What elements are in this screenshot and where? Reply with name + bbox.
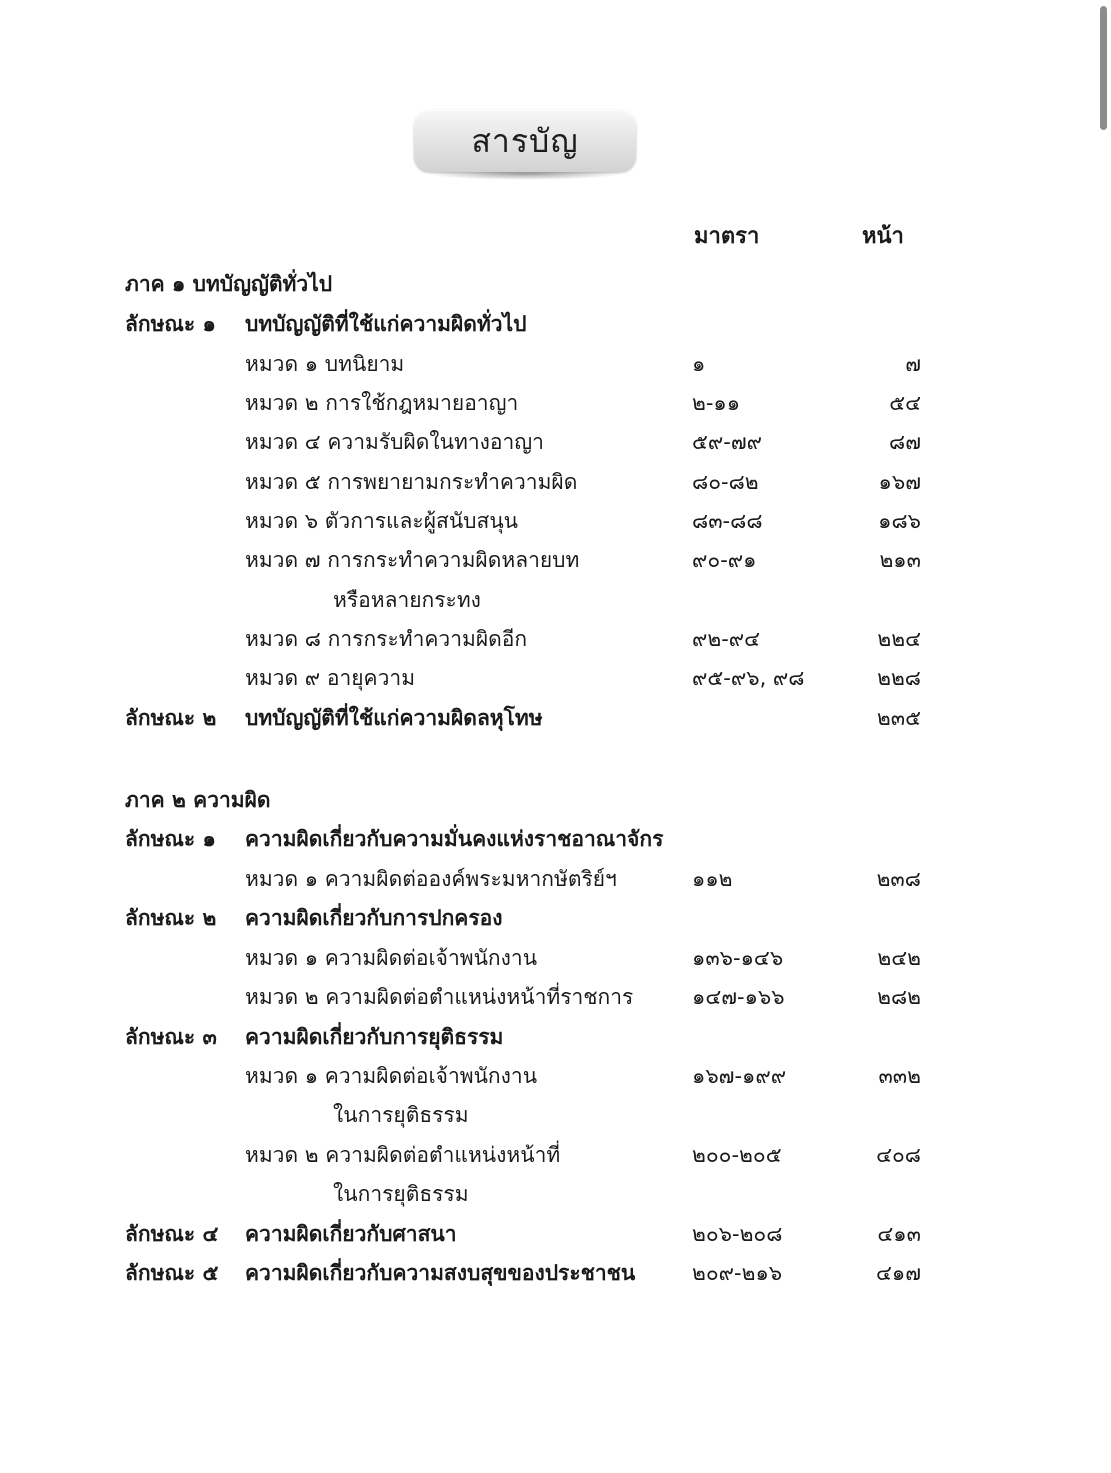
page-number: ๒๑๓ <box>879 548 921 572</box>
chapter-entry <box>0 502 1111 541</box>
section-range: ๒๐๖-๒๐๘ <box>692 1222 783 1246</box>
chapter-entry <box>0 345 1111 384</box>
title-entry <box>0 1215 1111 1254</box>
chapter-title: หมวด ๕ การพยายามกระทำความผิด <box>245 470 578 494</box>
title-name: บทบัญญัติที่ใช้แก่ความผิดทั่วไป <box>245 312 527 336</box>
chapter-title-continuation <box>0 1175 1111 1214</box>
section-range: ๙๒-๙๔ <box>692 627 761 651</box>
chapter-entry <box>0 1136 1111 1175</box>
title-number: ลักษณะ ๕ <box>125 1261 219 1285</box>
title-name: ความผิดเกี่ยวกับการปกครอง <box>245 906 503 930</box>
title-number: ลักษณะ ๑ <box>125 312 216 336</box>
chapter-title-continuation <box>0 1096 1111 1135</box>
chapter-title: หมวด ๒ ความผิดต่อตำแหน่งหน้าที่ราชการ <box>245 985 634 1009</box>
page-number: ๒๘๒ <box>877 985 921 1009</box>
chapter-entry <box>0 1057 1111 1096</box>
title-entry <box>0 1254 1111 1293</box>
title-entry <box>0 1018 1111 1057</box>
chapter-title: หมวด ๒ ความผิดต่อตำแหน่งหน้าที่ <box>245 1143 561 1167</box>
part-heading <box>0 781 1111 820</box>
page-number: ๔๑๓ <box>877 1222 921 1246</box>
section-range: ๑๑๒ <box>692 867 733 891</box>
section-range: ๒๐๐-๒๐๕ <box>692 1143 782 1167</box>
title-banner <box>414 110 636 172</box>
chapter-title: หมวด ๘ การกระทำความผิดอีก <box>245 627 528 651</box>
chapter-entry <box>0 939 1111 978</box>
chapter-entry <box>0 978 1111 1017</box>
chapter-title: หมวด ๑ ความผิดต่อเจ้าพนักงาน <box>245 1064 538 1088</box>
column-header-page: หน้า <box>862 224 904 249</box>
section-range: ๑๔๗-๑๖๖ <box>692 985 785 1009</box>
chapter-entry <box>0 620 1111 659</box>
title-entry <box>0 820 1111 859</box>
page-number: ๔๑๗ <box>875 1261 921 1285</box>
scrollbar-thumb[interactable] <box>1100 6 1107 130</box>
section-range: ๙๕-๙๖, ๙๘ <box>692 666 805 690</box>
page-number: ๑๖๗ <box>878 470 921 494</box>
title-number: ลักษณะ ๓ <box>125 1025 217 1049</box>
section-range: ๑๓๖-๑๔๖ <box>692 946 784 970</box>
chapter-entry <box>0 423 1111 462</box>
page-number: ๑๘๖ <box>878 509 921 533</box>
chapter-title: หมวด ๒ การใช้กฎหมายอาญา <box>245 391 519 415</box>
section-range: ๒๐๙-๒๑๖ <box>692 1261 783 1285</box>
chapter-title-continuation <box>0 581 1111 620</box>
chapter-entry <box>0 659 1111 698</box>
page-number: ๗ <box>905 352 921 376</box>
part-title: ภาค ๑ บทบัญญัติทั่วไป <box>125 272 333 296</box>
title-number: ลักษณะ ๑ <box>125 827 216 851</box>
title-number: ลักษณะ ๔ <box>125 1222 219 1246</box>
page-number: ๘๗ <box>889 430 921 454</box>
chapter-title: หมวด ๑ ความผิดต่อเจ้าพนักงาน <box>245 946 538 970</box>
page-number: ๒๔๒ <box>877 946 921 970</box>
title-entry <box>0 305 1111 344</box>
title-number: ลักษณะ ๒ <box>125 706 217 730</box>
section-range: ๑๖๗-๑๙๙ <box>692 1064 787 1088</box>
chapter-title-continued: ในการยุติธรรม <box>333 1182 469 1206</box>
chapter-title: หมวด ๑ บทนิยาม <box>245 352 405 376</box>
page-number: ๒๓๘ <box>876 867 921 891</box>
title-name: บทบัญญัติที่ใช้แก่ความผิดลหุโทษ <box>245 706 543 730</box>
page-number: ๓๓๒ <box>878 1064 921 1088</box>
chapter-title: หมวด ๔ ความรับผิดในทางอาญา <box>245 430 544 454</box>
page-title: สารบัญ <box>471 121 579 160</box>
page-number: ๒๒๔ <box>877 627 921 651</box>
section-range: ๒-๑๑ <box>692 391 741 415</box>
part-title: ภาค ๒ ความผิด <box>125 788 271 812</box>
section-range: ๑ <box>692 352 706 376</box>
chapter-title-continued: หรือหลายกระทง <box>333 588 481 612</box>
chapter-entry <box>0 541 1111 580</box>
chapter-title: หมวด ๑ ความผิดต่อองค์พระมหากษัตริย์ฯ <box>245 867 617 891</box>
chapter-title-continued: ในการยุติธรรม <box>333 1103 469 1127</box>
title-name: ความผิดเกี่ยวกับศาสนา <box>245 1222 457 1246</box>
section-range: ๕๙-๗๙ <box>692 430 763 454</box>
chapter-entry <box>0 860 1111 899</box>
chapter-entry <box>0 384 1111 423</box>
section-range: ๘๐-๘๒ <box>692 470 759 494</box>
page-number: ๕๔ <box>889 391 921 415</box>
page-number: ๒๓๕ <box>876 706 921 730</box>
section-range: ๘๓-๘๘ <box>692 509 763 533</box>
title-name: ความผิดเกี่ยวกับการยุติธรรม <box>245 1025 504 1049</box>
title-number: ลักษณะ ๒ <box>125 906 217 930</box>
chapter-title: หมวด ๖ ตัวการและผู้สนับสนุน <box>245 509 519 533</box>
chapter-entry <box>0 463 1111 502</box>
part-heading <box>0 265 1111 304</box>
title-name: ความผิดเกี่ยวกับความมั่นคงแห่งราชอาณาจักร <box>245 827 664 851</box>
title-name: ความผิดเกี่ยวกับความสงบสุขของประชาชน <box>245 1261 636 1285</box>
section-range: ๙๐-๙๑ <box>692 548 757 572</box>
column-header-section: มาตรา <box>694 224 760 249</box>
title-box <box>414 110 636 172</box>
chapter-title: หมวด ๙ อายุความ <box>245 666 416 690</box>
page-number: ๔๐๘ <box>876 1143 921 1167</box>
page-number: ๒๒๘ <box>877 666 921 690</box>
title-entry <box>0 899 1111 938</box>
title-entry <box>0 699 1111 738</box>
chapter-title: หมวด ๗ การกระทำความผิดหลายบท <box>245 548 580 572</box>
